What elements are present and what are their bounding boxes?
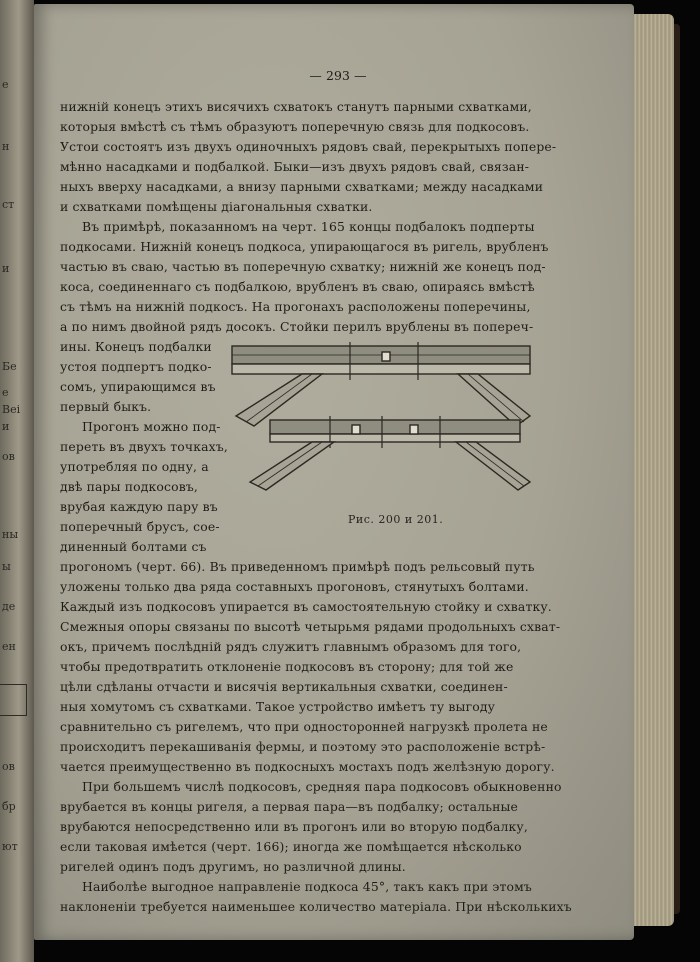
text-line: чается преимущественно въ подкосныхъ мостахъ подъ желѣзную дорогу. (60, 759, 555, 774)
text-line: переть въ двухъ точкахъ, (60, 439, 228, 454)
text-line: первый быкъ. (60, 399, 152, 414)
left-page-fragment: бр (2, 800, 16, 813)
text-line: При большемъ числѣ подкосовъ, средняя пара подкосовъ обыкновенно (82, 779, 562, 794)
text-line: врубается въ концы ригеля, а первая пара—въ подбалку; остальные (60, 799, 519, 814)
book-cover-edge (674, 24, 680, 914)
text-line: и схватками помѣщены діагональныя схватки. (60, 199, 373, 214)
left-page-fragment: ы (2, 560, 11, 573)
text-line: употребляя по одну, а (60, 459, 209, 474)
left-page-fragment: н (2, 140, 10, 153)
text-line: которыя вмѣстѣ съ тѣмъ образуютъ поперечную связь для подкосовъ. (60, 119, 530, 134)
text-line: Наиболѣе выгодное направленіе подкоса 45°, такъ какъ при этомъ (82, 879, 532, 894)
left-page-fragment: ен (2, 640, 16, 653)
left-page-fragment: е (2, 386, 9, 399)
figure-caption: Рис. 200 и 201. (348, 513, 444, 526)
text-line: происходитъ перекашиванія фермы, и поэтому это расположеніе встрѣ- (60, 739, 546, 754)
text-line: врубаются непосредственно или въ прогонъ или во вторую подбалку, (60, 819, 528, 834)
text-line: ины. Конецъ подбалки (60, 339, 212, 354)
text-line: Устои состоятъ изъ двухъ одиночныхъ рядовъ свай, перекрытыхъ попере- (60, 139, 557, 154)
left-page-fragment: е (2, 78, 9, 91)
text-line: если таковая имѣется (черт. 166); иногда же помѣщается нѣсколько (60, 839, 522, 854)
text-line: устоя подпертъ подко- (60, 359, 212, 374)
left-page-fragment: Бе (2, 360, 17, 373)
left-page-fragment: де (2, 600, 16, 613)
left-page-fragment: ов (2, 760, 15, 773)
text-line: ригелей одинъ подъ другимъ, но различной длины. (60, 859, 406, 874)
left-page-fragment: Bei (2, 403, 21, 416)
left-page-fragment: ов (2, 450, 15, 463)
text-line: чтобы предотвратить отклоненіе подкосовъ въ сторону; для той же (60, 659, 514, 674)
book-page-edges (634, 14, 674, 926)
text-line: Прогонъ можно под- (82, 419, 221, 434)
text-line: сомъ, упирающимся въ (60, 379, 216, 394)
text-line: ныхъ вверху насадками, а внизу парными схватками; между насадками (60, 179, 544, 194)
text-line: а по нимъ двойной рядъ досокъ. Стойки перилъ врублены въ попереч- (60, 319, 534, 334)
left-page-fragment: ст (2, 198, 15, 211)
left-page-fragment: и (2, 262, 10, 275)
text-line: двѣ пары подкосовъ, (60, 479, 198, 494)
left-page-fragment: и (2, 420, 10, 433)
text-line: Каждый изъ подкосовъ упирается въ самостоятельную стойку и схватку. (60, 599, 552, 614)
text-line: диненный болтами съ (60, 539, 207, 554)
page-number: — 293 — (309, 68, 367, 83)
text-line: уложены только два ряда составныхъ прогоновъ, стянутыхъ болтами. (60, 579, 529, 594)
text-line: мѣнно насадками и подбалкой. Быки—изъ двухъ рядовъ свай, связан- (60, 159, 530, 174)
text-line: коса, соединеннаго съ подбалкою, врубленъ въ сваю, опираясь вмѣстѣ (60, 279, 535, 294)
text-line: врубая каждую пару въ (60, 499, 218, 514)
text-line: частью въ сваю, частью въ поперечную схватку; нижній же конецъ под- (60, 259, 546, 274)
text-line: Смежныя опоры связаны по высотѣ четырьмя рядами продольныхъ схват- (60, 619, 561, 634)
book-page (34, 4, 634, 940)
text-line: ныя хомутомъ съ схватками. Такое устройство имѣетъ ту выгоду (60, 699, 496, 714)
left-page-edge (0, 0, 34, 962)
left-page-figure-fragment (0, 684, 27, 716)
text-line: съ тѣмъ на нижній подкосъ. На прогонахъ расположены поперечины, (60, 299, 531, 314)
left-page-fragment: ют (2, 840, 18, 853)
text-line: наклоненіи требуется наименьшее количество матеріала. При нѣсколькихъ (60, 899, 572, 914)
text-line: подкосами. Нижній конецъ подкоса, упирающагося въ ригель, врубленъ (60, 239, 549, 254)
bridge-strut-drawing (230, 334, 536, 494)
text-line: цѣли сдѣланы отчасти и висячія вертикальныя схватки, соединен- (60, 679, 508, 694)
text-line: прогономъ (черт. 66). Въ приведенномъ примѣрѣ подъ рельсовый путь (60, 559, 535, 574)
text-line: нижній конецъ этихъ висячихъ схватокъ станутъ парными схватками, (60, 99, 532, 114)
text-line: Въ примѣрѣ, показанномъ на черт. 165 концы подбалокъ подперты (82, 219, 535, 234)
text-line: сравнительно съ ригелемъ, что при односторонней нагрузкѣ пролета не (60, 719, 548, 734)
text-line: поперечный брусъ, сое- (60, 519, 220, 534)
text-line: окъ, причемъ послѣдній рядъ служитъ главнымъ образомъ для того, (60, 639, 522, 654)
left-page-fragment: ны (2, 528, 19, 541)
